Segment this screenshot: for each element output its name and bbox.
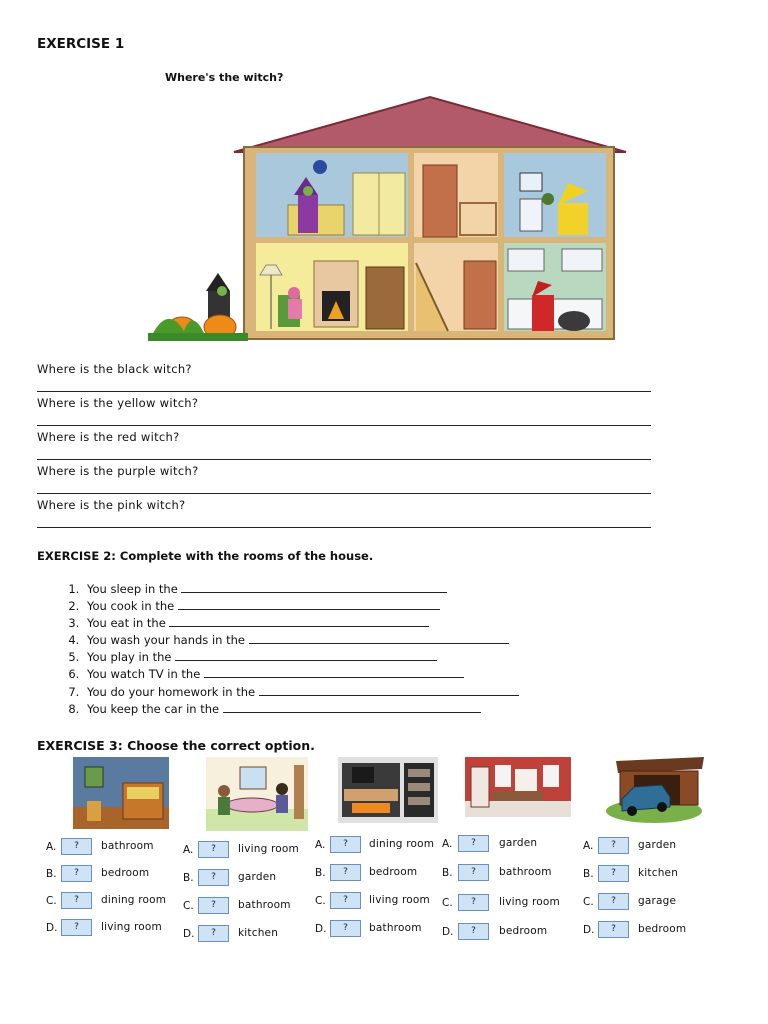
option-letter: D. <box>583 924 595 936</box>
answer-line-red-witch[interactable] <box>37 459 651 460</box>
option-letter: C. <box>442 897 453 909</box>
item-text: You play in the <box>87 650 172 665</box>
exercise2-list <box>37 581 519 718</box>
answer-box[interactable]: ? <box>330 836 361 853</box>
option-letter: A. <box>315 839 326 851</box>
answer-box[interactable]: ? <box>198 897 229 914</box>
option-word: garden <box>499 837 538 849</box>
option-word: dining room <box>369 838 435 850</box>
question-yellow-witch: Where is the yellow witch? <box>37 396 199 410</box>
answer-blank[interactable] <box>178 599 440 610</box>
option-letter: D. <box>315 923 327 935</box>
answer-box[interactable]: ? <box>330 864 361 881</box>
answer-box[interactable]: ? <box>61 892 92 909</box>
option-word: garden <box>638 839 677 851</box>
answer-box[interactable]: ? <box>458 835 489 852</box>
option-word: garden <box>238 871 277 883</box>
answer-box[interactable]: ? <box>198 841 229 858</box>
option-word: bedroom <box>638 923 687 935</box>
option-word: dining room <box>101 894 167 906</box>
option-letter: B. <box>315 867 326 879</box>
option-word: living room <box>238 843 299 855</box>
option-word: living room <box>369 894 430 906</box>
list-item <box>83 581 519 598</box>
answer-blank[interactable] <box>169 616 429 627</box>
list-item <box>83 598 519 615</box>
answer-blank[interactable] <box>181 582 447 593</box>
answer-box[interactable]: ? <box>458 864 489 881</box>
option-letter: C. <box>583 896 594 908</box>
option-word: kitchen <box>638 867 679 879</box>
list-item <box>83 666 519 683</box>
answer-box[interactable]: ? <box>598 865 629 882</box>
answer-line-purple-witch[interactable] <box>37 493 651 494</box>
list-item <box>83 701 519 718</box>
option-letter: D. <box>442 926 454 938</box>
option-word: living room <box>101 921 162 933</box>
answer-box[interactable]: ? <box>61 865 92 882</box>
option-letter: B. <box>583 868 594 880</box>
option-word: kitchen <box>238 927 279 939</box>
exercise2-title: EXERCISE 2: Complete with the rooms of the house. <box>37 549 374 563</box>
list-item <box>83 684 519 701</box>
answer-box[interactable]: ? <box>198 925 229 942</box>
item-text: You cook in the <box>87 599 175 614</box>
list-item <box>83 632 519 649</box>
option-letter: A. <box>183 844 194 856</box>
answer-box[interactable]: ? <box>330 892 361 909</box>
garage-car-picture <box>604 755 706 825</box>
answer-blank[interactable] <box>175 650 437 661</box>
option-letter: C. <box>315 895 326 907</box>
option-word: bedroom <box>499 925 548 937</box>
question-black-witch: Where is the black witch? <box>37 362 192 376</box>
option-word: bathroom <box>369 922 422 934</box>
option-word: garage <box>638 895 677 907</box>
item-text: You eat in the <box>87 616 166 631</box>
option-letter: A. <box>46 841 57 853</box>
option-word: bathroom <box>499 866 552 878</box>
answer-box[interactable]: ? <box>598 837 629 854</box>
item-text: You keep the car in the <box>87 701 220 716</box>
answer-box[interactable]: ? <box>458 894 489 911</box>
option-letter: B. <box>46 868 57 880</box>
option-word: bedroom <box>101 867 150 879</box>
answer-box[interactable]: ? <box>598 893 629 910</box>
answer-line-yellow-witch[interactable] <box>37 425 651 426</box>
option-letter: B. <box>183 872 194 884</box>
living-room-tv-picture <box>338 757 438 823</box>
answer-box[interactable]: ? <box>198 869 229 886</box>
answer-blank[interactable] <box>204 667 464 678</box>
answer-blank[interactable] <box>249 633 509 644</box>
option-letter: A. <box>442 838 453 850</box>
option-letter: D. <box>46 922 58 934</box>
exercise3-title: EXERCISE 3: Choose the correct option. <box>37 738 315 753</box>
option-letter: C. <box>183 900 194 912</box>
answer-box[interactable]: ? <box>330 920 361 937</box>
option-letter: C. <box>46 895 57 907</box>
item-text: You sleep in the <box>87 582 178 596</box>
option-word: bedroom <box>369 866 418 878</box>
option-letter: A. <box>583 840 594 852</box>
option-letter: D. <box>183 928 195 940</box>
answer-line-black-witch[interactable] <box>37 391 651 392</box>
exercise1-subtitle: Where's the witch? <box>165 71 284 84</box>
exercise1-title: EXERCISE 1 <box>37 36 125 52</box>
item-text: You wash your hands in the <box>87 633 245 648</box>
witch-house-illustration <box>148 95 628 345</box>
bathroom-picture <box>465 757 571 817</box>
option-word: living room <box>499 896 560 908</box>
answer-box[interactable]: ? <box>598 921 629 938</box>
list-item <box>83 649 519 666</box>
family-dining-picture <box>206 757 308 831</box>
item-text: You watch TV in the <box>87 667 201 682</box>
answer-box[interactable]: ? <box>61 919 92 936</box>
answer-box[interactable]: ? <box>458 923 489 940</box>
option-word: bathroom <box>101 840 154 852</box>
question-pink-witch: Where is the pink witch? <box>37 498 186 512</box>
option-letter: B. <box>442 867 453 879</box>
question-purple-witch: Where is the purple witch? <box>37 464 199 478</box>
question-red-witch: Where is the red witch? <box>37 430 180 444</box>
option-word: bathroom <box>238 899 291 911</box>
answer-blank[interactable] <box>223 702 481 713</box>
answer-line-pink-witch[interactable] <box>37 527 651 528</box>
answer-blank[interactable] <box>259 685 519 696</box>
answer-box[interactable]: ? <box>61 838 92 855</box>
bedroom-painting-picture <box>73 757 169 829</box>
item-text: You do your homework in the <box>87 684 256 699</box>
list-item <box>83 615 519 632</box>
